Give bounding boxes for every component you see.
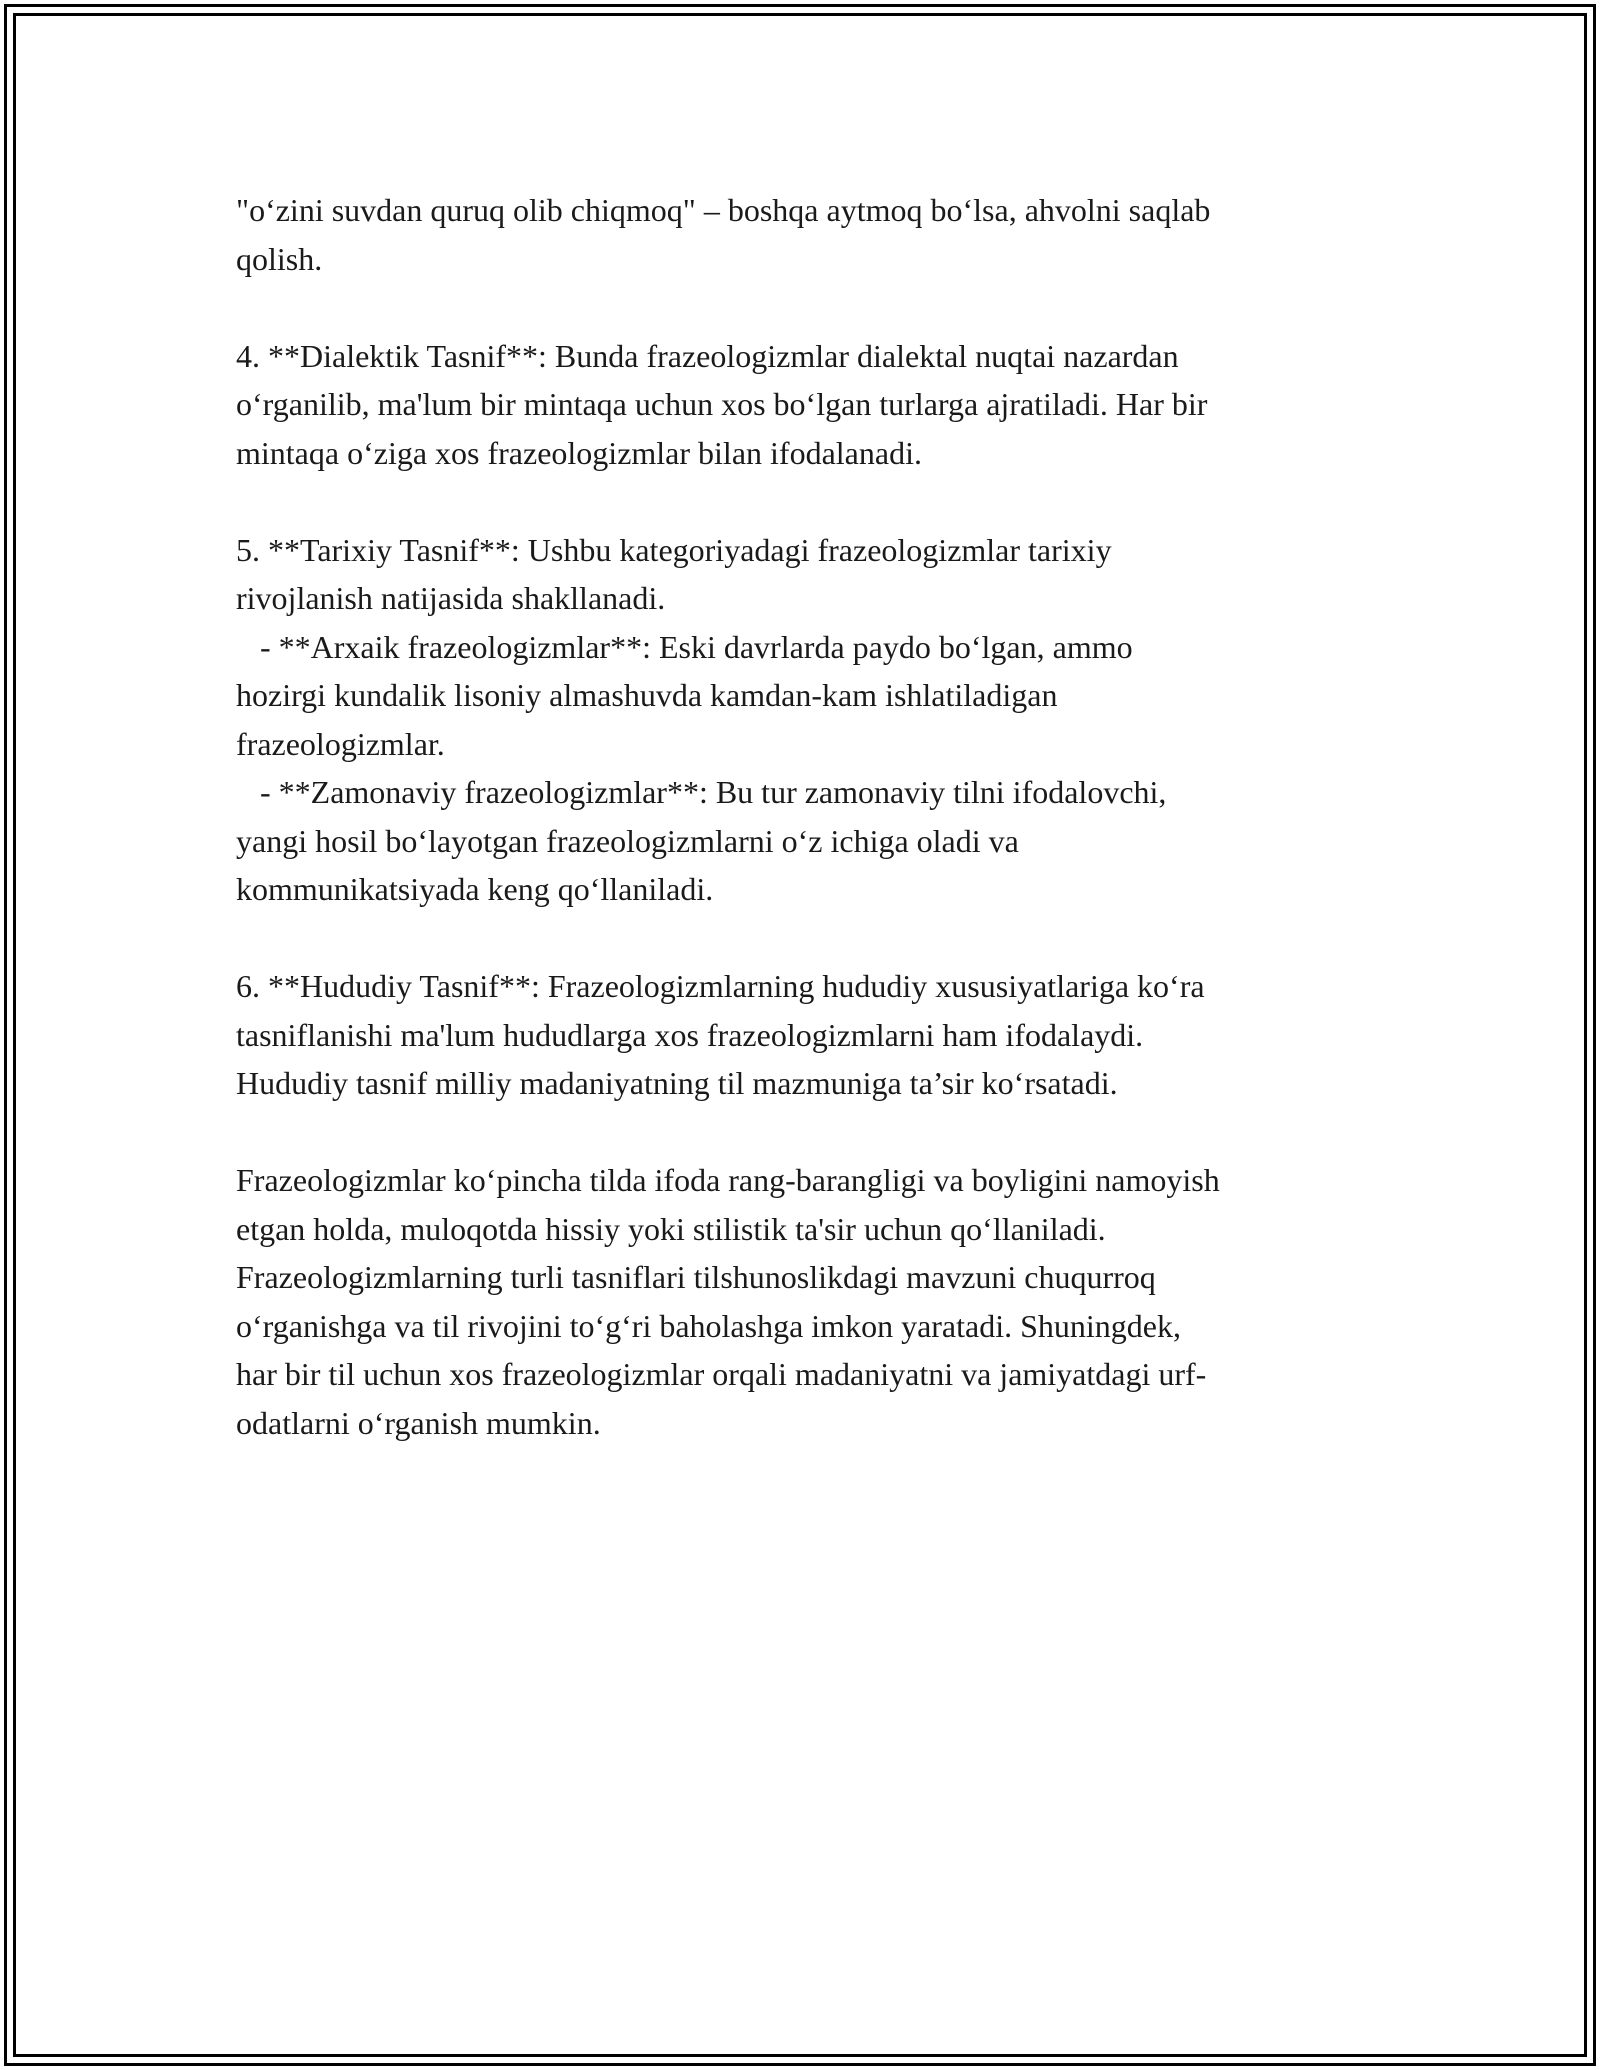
text-line: 5. **Tarixiy Tasnif**: Ushbu kategoriyadagi frazeologizmlar tarixiy	[236, 531, 1112, 568]
text-line: frazeologizmlar.	[236, 725, 445, 762]
paragraph-gap	[236, 1108, 1376, 1157]
text-line: mintaqa o‘ziga xos frazeologizmlar bilan ifodalanadi.	[236, 434, 922, 471]
text-line: "o‘zini suvdan quruq olib chiqmoq" – boshqa aytmoq bo‘lsa, ahvolni saqlab	[236, 192, 1211, 228]
text-line: Frazeologizmlarning turli tasniflari tilshunoslikdagi mavzuni chuqurroq	[236, 1259, 1156, 1295]
paragraph-gap	[236, 914, 1376, 963]
text-line: 6. **Hududiy Tasnif**: Frazeologizmlarning hududiy xususiyatlariga ko‘ra	[236, 968, 1205, 1004]
paragraph-hududiy-tasnif	[236, 962, 1376, 1108]
text-line: rivojlanish natijasida shakllanadi.	[236, 580, 666, 616]
list-item-zamonaviy: - **Zamonaviy frazeologizmlar**: Bu tur zamonaviy tilni ifodalovchi,	[236, 774, 1167, 810]
text-line: o‘rganishga va til rivojini to‘g‘ri baholashga imkon yaratadi. Shuningdek,	[236, 1307, 1181, 1344]
text-line: odatlarni o‘rganish mumkin.	[236, 1404, 601, 1441]
text-line: kommunikatsiyada keng qo‘llaniladi.	[236, 871, 714, 907]
text-line: etgan holda, muloqotda hissiy yoki stilistik ta'sir uchun qo‘llaniladi.	[236, 1210, 1106, 1247]
list-item-arxaik: - **Arxaik frazeologizmlar**: Eski davrlarda paydo bo‘lgan, ammo	[236, 628, 1133, 665]
paragraph-intro-continuation	[236, 186, 1376, 283]
text-line: hozirgi kundalik lisoniy almashuvda kamdan-kam ishlatiladigan	[236, 677, 1058, 713]
paragraph-dialektik-tasnif	[236, 332, 1376, 478]
text-line: qolish.	[236, 240, 323, 277]
text-line: Frazeologizmlar ko‘pincha tilda ifoda rang-barangligi va boyligini namoyish	[236, 1162, 1220, 1198]
paragraph-gap	[236, 477, 1376, 526]
text-line: tasniflanishi ma'lum hududlarga xos frazeologizmlarni ham ifodalaydi.	[236, 1016, 1144, 1053]
text-line: 4. **Dialektik Tasnif**: Bunda frazeologizmlar dialektal nuqtai nazardan	[236, 337, 1179, 374]
paragraph-gap	[236, 283, 1376, 332]
document-body	[236, 186, 1376, 1447]
text-line: Hududiy tasnif milliy madaniyatning til mazmuniga ta’sir ko‘rsatadi.	[236, 1065, 1118, 1101]
paragraph-conclusion	[236, 1156, 1376, 1447]
text-line: har bir til uchun xos frazeologizmlar orqali madaniyatni va jamiyatdagi urf-	[236, 1356, 1207, 1392]
text-line: o‘rganilib, ma'lum bir mintaqa uchun xos bo‘lgan turlarga ajratiladi. Har bir	[236, 386, 1208, 422]
paragraph-tarixiy-tasnif	[236, 526, 1376, 914]
text-line: yangi hosil bo‘layotgan frazeologizmlarni o‘z ichiga oladi va	[236, 822, 1019, 859]
